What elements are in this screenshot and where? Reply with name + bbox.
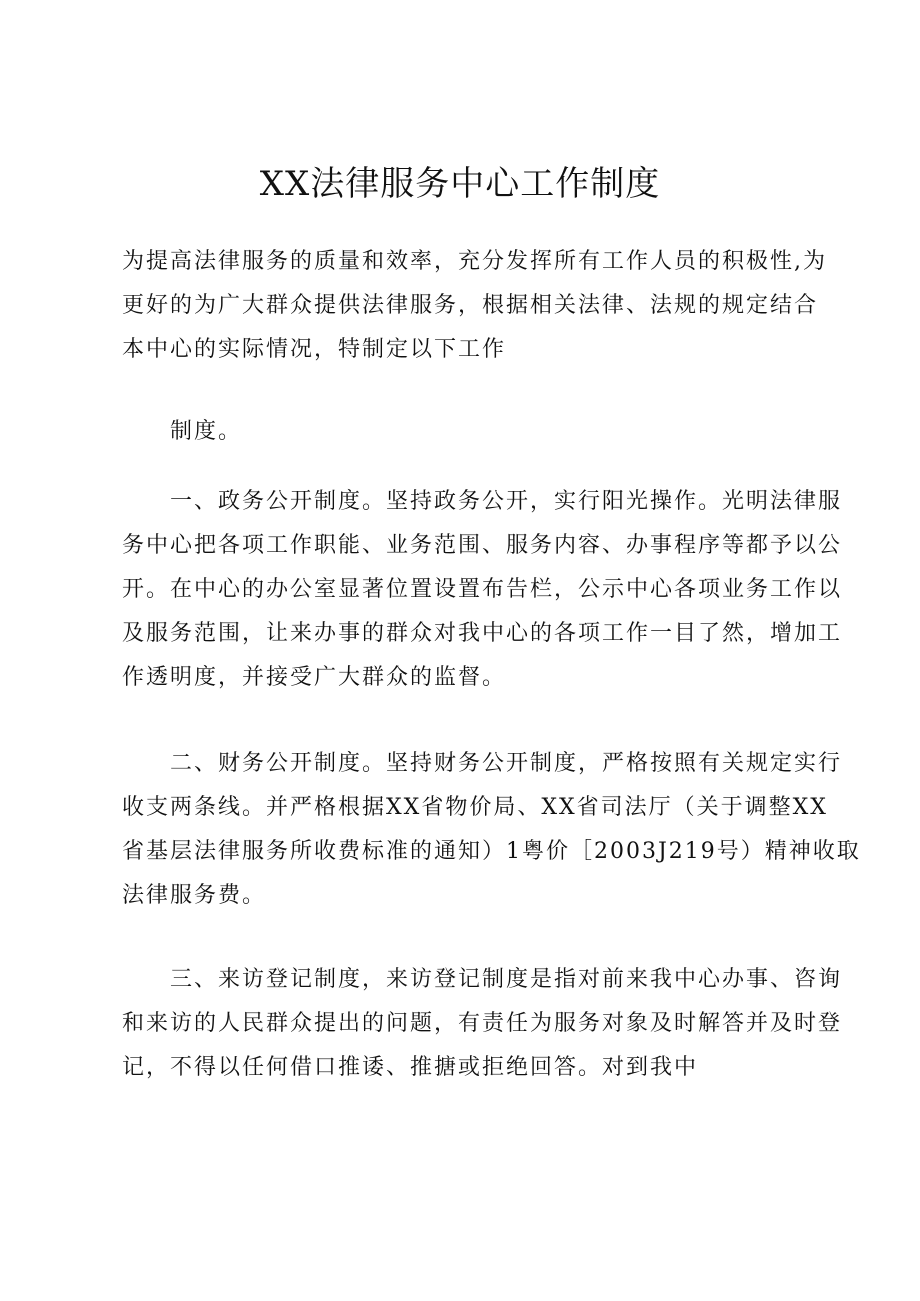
- intro-tail-paragraph: [122, 410, 816, 454]
- section-line: 记，不得以任何借口推诿、推搪或拒绝回答。对到我中: [122, 1055, 699, 1080]
- section-line: 收支两条线。并严格根据XX省物价局、XX省司法厅（关于调整XX: [122, 795, 828, 820]
- section-financial-disclosure: [122, 742, 861, 918]
- section-line: 和来访的人民群众提出的问题，有责任为服务对象及时解答并及时登: [122, 1011, 843, 1036]
- intro-paragraph: [122, 240, 827, 372]
- section-line: 一、政务公开制度。坚持政务公开，实行阳光操作。光明法律服: [170, 489, 843, 514]
- section-line: 及服务范围，让来办事的群众对我中心的各项工作一目了然，增加工: [122, 621, 843, 646]
- section-line: 省基层法律服务所收费标准的通知）1粤价［2003J219号）精神收取: [122, 839, 861, 864]
- intro-line: 为提高法律服务的质量和效率，充分发挥所有工作人员的积极性,为: [122, 249, 827, 274]
- section-line: 开。在中心的办公室显著位置设置布告栏，公示中心各项业务工作以: [122, 577, 843, 602]
- section-line: 二、财务公开制度。坚持财务公开制度，严格按照有关规定实行: [170, 751, 843, 776]
- intro-line: 更好的为广大群众提供法律服务，根据相关法律、法规的规定结合: [122, 293, 819, 318]
- section-line: 三、来访登记制度，来访登记制度是指对前来我中心办事、咨询: [170, 967, 843, 992]
- section-line: 法律服务费。: [122, 883, 267, 908]
- section-line: 作透明度，并接受广大群众的监督。: [122, 665, 507, 690]
- intro-line: 本中心的实际情况，特制定以下工作: [122, 337, 507, 362]
- section-visitor-registration: [122, 958, 843, 1090]
- document-title: XX法律服务中心工作制度: [259, 164, 661, 204]
- section-line: 务中心把各项工作职能、业务范围、服务内容、办事程序等都予以公: [122, 533, 843, 558]
- section-public-affairs: [122, 480, 843, 700]
- intro-tail-line: 制度。: [170, 419, 243, 444]
